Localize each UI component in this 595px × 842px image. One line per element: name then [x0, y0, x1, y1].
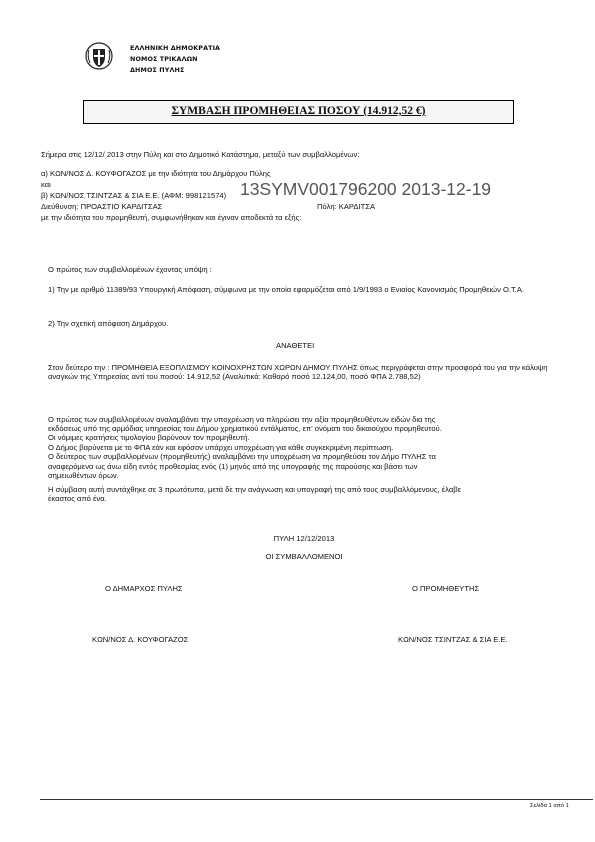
- role-supplier: Ο ΠΡΟΜΗΘΕΥΤΗΣ: [412, 584, 480, 593]
- obligation-line: αναφερόμενα ως άνω είδη εντός προθεσμίας ενός (1) μηνός από της υπογραφής της παρούσης και βάσει των: [48, 462, 418, 471]
- assigns-heading: ΑΝΑΘΕΤΕΙ: [276, 341, 315, 350]
- document-title: ΣΥΜΒΑΣΗ ΠΡΟΜΗΘΕΙΑΣ ΠΟΣΟΥ (14.912,52 €): [171, 105, 426, 117]
- party-a: α) ΚΩΝ/ΝΟΣ Δ. ΚΟΥΦΟΓΑΖΟΣ με την ιδιότητα του Δημάρχου Πύλης: [41, 169, 271, 178]
- footer-divider: [40, 799, 593, 800]
- and-text: και: [41, 180, 51, 189]
- header-municipality: ΔΗΜΟΣ ΠΥΛΗΣ: [130, 66, 185, 74]
- party-b: β) ΚΩΝ/ΝΟΣ ΤΣΙΝΤΖΑΣ & ΣΙΑ Ε.Ε. (ΑΦΜ: 998121574): [41, 191, 227, 200]
- obligation-line: Ο Δήμος βαρύνεται με το ΦΠΑ εάν και εφόσον υπάρχει υποχρέωση για κάθε συγκεκριμένη περίπτωση.: [48, 443, 394, 452]
- obligation-line: Ο δεύτερος των συμβαλλομένων (προμηθευτής) αναλαμβάνει την υποχρέωση να προμηθεύσει τον Δήμο ΠΥΛΗΣ τα: [48, 452, 436, 461]
- address: Διεύθυνση: ΠΡΟΑΣΤΙΟ ΚΑΡΔΙΤΣΑΣ: [41, 202, 163, 211]
- considering-text: Ο πρώτος των συμβαλλομένων έχοντας υπόψη :: [48, 265, 212, 274]
- name-mayor: ΚΩΝ/ΝΟΣ Δ. ΚΟΥΦΟΓΑΖΟΣ: [92, 635, 189, 644]
- obligation-line: έκαστος από ένα.: [48, 494, 107, 503]
- obligation-line: Οι νόμιμες κρατήσεις τιμολογίου βαρύνουν τον προμηθευτή.: [48, 433, 250, 442]
- assignment-text: Στον δεύτερο την : ΠΡΟΜΗΘΕΙΑ ΕΞΟΠΛΙΣΜΟΥ ΚΟΙΝΟΧΡΗΣΤΩΝ ΧΩΡΩΝ ΔΗΜΟΥ ΠΥΛΗΣ όπως περιγράφεται στην προσφορά του για την κάλυψη αναγκών της Υπηρεσίας αντί του ποσού: 14.912,52 (Αναλυτικά: Καθαρό ποσό 12.124,00, ποσό ΦΠΑ 2.788,52): [48, 363, 548, 382]
- obligation-line: σημειωθέντων όρων.: [48, 471, 119, 480]
- name-supplier: ΚΩΝ/ΝΟΣ ΤΣΙΝΤΖΑΣ & ΣΙΑ Ε.Ε.: [398, 635, 508, 644]
- place-date: ΠΥΛΗ 12/12/2013: [273, 534, 335, 543]
- obligation-line: εκδόσεως υπό της αρμόδιας υπηρεσίας του Δήμου χρηματικού εντάλματος, επ' ονόματι του δικαιούχου προμηθευτού.: [48, 424, 442, 433]
- page-number: Σελίδα 1 από 1: [530, 803, 569, 809]
- registration-stamp: 13SYMV001796200 2013-12-19: [240, 179, 492, 199]
- city: Πόλη: ΚΑΡΔΙΤΣΑ: [317, 202, 376, 211]
- agreement-text: με την ιδιότητα του προμηθευτή, συμφωνήθηκαν και έγιναν αποδεκτά τα εξής:: [41, 213, 302, 222]
- greek-emblem-icon: [85, 40, 113, 72]
- signatories-heading: ΟΙ ΣΥΜΒΑΛΛΟΜΕΝΟΙ: [265, 552, 343, 561]
- role-mayor: Ο ΔΗΜΑΡΧΟΣ ΠΥΛΗΣ: [105, 584, 183, 593]
- considering-item-1: 1) Την με αριθμό 11389/93 Υπουργική Απόφαση, σύμφωνα με την οποία εφαρμόζεται από 1/9/1993 ο Ενιαίος Κανονισμός Προμηθειών Ο.Τ.Α.: [48, 285, 525, 294]
- considering-item-2: 2) Την σχετική απόφαση Δημάρχου.: [48, 319, 169, 328]
- obligation-line: Ο πρώτος των συμβαλλομένων αναλαμβάνει την υποχρέωση να πληρώσει την αξία προμηθευθέντων ειδών δια της: [48, 415, 436, 424]
- intro-text: Σήμερα στις 12/12/ 2013 στην Πύλη και στο Δημοτικό Κατάστημα, μεταξύ των συμβαλλομένων:: [41, 150, 360, 159]
- header-republic: ΕΛΛΗΝΙΚΗ ΔΗΜΟΚΡΑΤΙΑ: [130, 44, 221, 52]
- header-prefecture: ΝΟΜΟΣ ΤΡΙΚΑΛΩΝ: [130, 55, 198, 63]
- title-box: [83, 100, 514, 124]
- obligation-line: Η σύμβαση αυτή συντάχθηκε σε 3 πρωτότυπα, μετά δε την ανάγνωση και υπογραφή της από τους συμβαλλόμενους, έλαβε: [48, 485, 461, 494]
